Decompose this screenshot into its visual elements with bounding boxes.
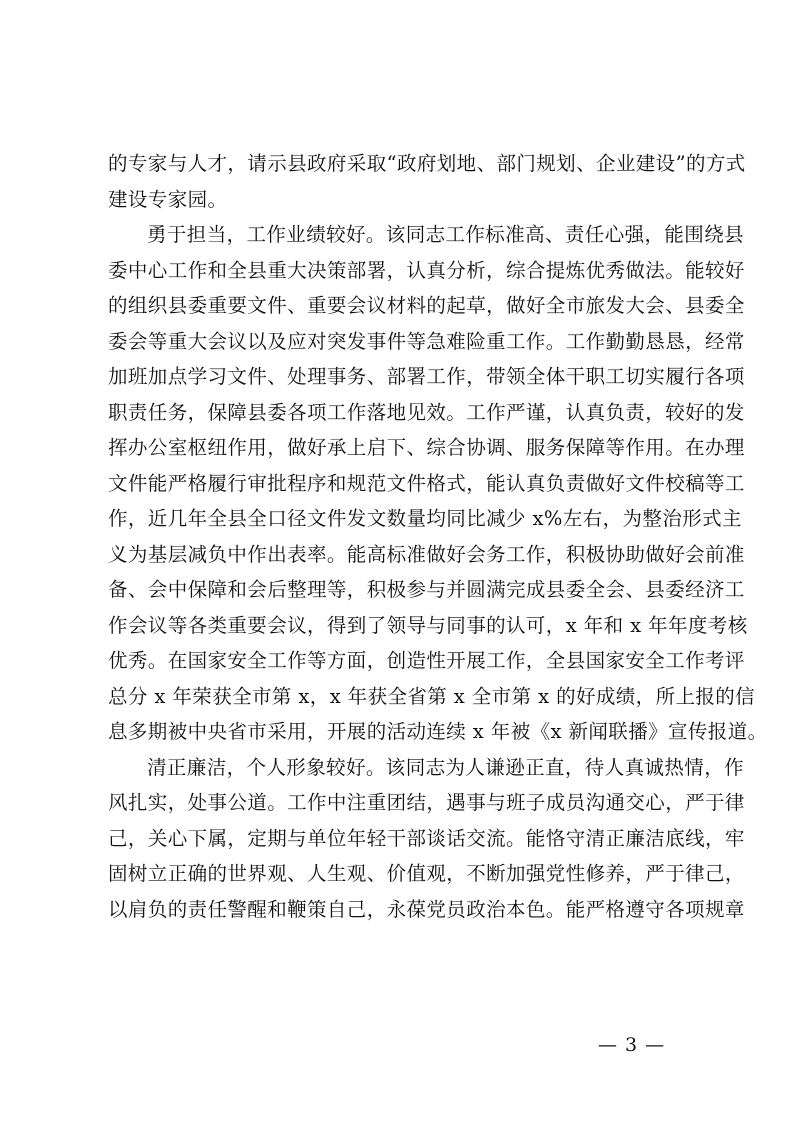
text-line: 职责任务，保障县委各项工作落地见效。工作严谨，认真负责，较好的发 <box>108 400 745 424</box>
text-line: 作会议等各类重要会议，得到了领导与同事的认可，x 年和 x 年年度考核 <box>108 613 748 637</box>
text-line: 文件能严格履行审批程序和规范文件格式，能认真负责做好文件校稿等工 <box>108 471 745 495</box>
body-text <box>108 146 768 927</box>
text-line: 委中心工作和全县重大决策部署，认真分析，综合提炼优秀做法。能较好 <box>108 258 745 282</box>
text-line: 作，近几年全县全口径文件发文数量均同比减少 x%左右，为整治形式主 <box>108 507 742 530</box>
text-line: 风扎实，处事公道。工作中注重团结，遇事与班子成员沟通交心，严于律 <box>108 791 745 814</box>
text-line: 优秀。在国家安全工作等方面，创造性开展工作，全县国家安全工作考评 <box>108 649 745 672</box>
text-line: 加班加点学习文件、处理事务、部署工作，带领全体干职工切实履行各项 <box>108 365 745 388</box>
text-line: 己，关心下属，定期与单位年轻干部谈话交流。能恪守清正廉洁底线，牢 <box>108 826 745 850</box>
paragraph-start-line: 勇于担当，工作业绩较好。该同志工作标准高、责任心强，能围绕县 <box>147 223 745 246</box>
page-number: — 3 — <box>598 1034 666 1056</box>
text-line: 备、会中保障和会后整理等，积极参与并圆满完成县委全会、县委经济工 <box>108 578 745 601</box>
text-line: 义为基层减负中作出表率。能高标准做好会务工作，积极协助做好会前准 <box>108 542 745 566</box>
text-line: 挥办公室枢纽作用，做好承上启下、综合协调、服务保障等作用。在办理 <box>108 436 745 459</box>
text-line: 总分 x 年荣获全市第 x，x 年获全省第 x 全市第 x 的好成绩，所上报的信 <box>108 684 756 708</box>
text-line: 建设专家园。 <box>108 187 228 211</box>
text-line: 固树立正确的世界观、人生观、价值观，不断加强党性修养，严于律己， <box>108 862 745 885</box>
text-line: 委会等重大会议以及应对突发事件等急难险重工作。工作勤勤恳恳，经常 <box>108 329 745 353</box>
paragraph-start-line: 清正廉洁，个人形象较好。该同志为人谦逊正直，待人真诚热情，作 <box>147 755 745 779</box>
text-line: 的专家与人才，请示县政府采取“政府划地、部门规划、企业建设”的方式 <box>108 152 746 175</box>
text-line: 的组织县委重要文件、重要会议材料的起草，做好全市旅发大会、县委全 <box>108 294 745 317</box>
text-line: 息多期被中央省市采用，开展的活动连续 x 年被《x 新闻联播》宣传报道。 <box>108 720 768 743</box>
text-line: 以肩负的责任警醒和鞭策自己，永葆党员政治本色。能严格遵守各项规章 <box>108 897 745 921</box>
